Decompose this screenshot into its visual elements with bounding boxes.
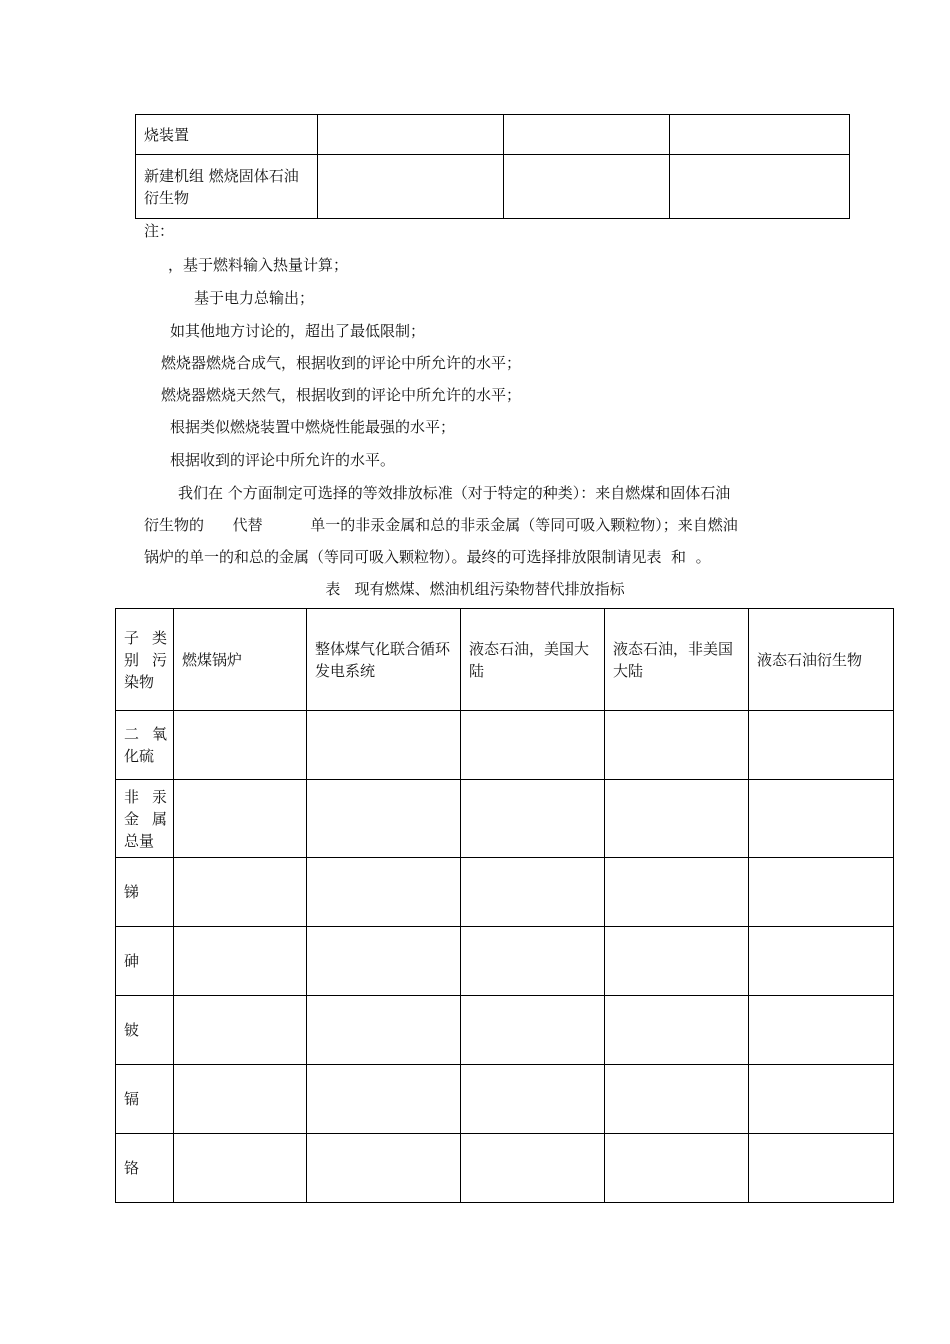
table-cell [605, 858, 749, 927]
corner-header: 子 类别 污 染物 [116, 609, 174, 711]
table-cell [307, 927, 461, 996]
note-item: 燃烧器燃烧合成气，根据收到的评论中所允许的水平； [161, 354, 522, 372]
table-cell [749, 996, 894, 1065]
table-row [116, 927, 894, 996]
paragraph-line: 我们在 个方面制定可选择的等效排放标准（对于特定的种类）：来自燃煤和固体石油 [178, 484, 731, 502]
table-cell [504, 115, 670, 155]
table-cell [749, 1134, 894, 1203]
table-row [116, 858, 894, 927]
paragraph-line: 锅炉的单一的和总的金属（等同可吸入颗粒物）。最终的可选择排放限制请见表 和 。 [144, 548, 711, 566]
row-label: 锑 [116, 858, 174, 927]
table-cell [307, 1134, 461, 1203]
table-cell [749, 858, 894, 927]
note-item: ，基于燃料输入热量计算； [168, 256, 349, 274]
table-header-row [116, 609, 894, 711]
row-label: 镉 [116, 1065, 174, 1134]
paragraph-line: 衍生物的 代替 单一的非汞金属和总的非汞金属（等同可吸入颗粒物）；来自燃油 [144, 516, 738, 534]
table-row [136, 115, 850, 155]
table-cell [174, 780, 307, 858]
table-caption: 表 现有燃煤、燃油机组污染物替代排放指标 [325, 580, 625, 598]
note-item: 根据收到的评论中所允许的水平。 [170, 451, 396, 469]
note-item: 燃烧器燃烧天然气，根据收到的评论中所允许的水平； [161, 386, 522, 404]
table-cell [605, 927, 749, 996]
row-label: 二 氧化硫 [116, 711, 174, 780]
table-cell [461, 996, 605, 1065]
table-cell [174, 927, 307, 996]
table-row [136, 155, 850, 219]
table-cell [174, 858, 307, 927]
column-header: 整体煤气化联合循环发电系统 [307, 609, 461, 711]
table-cell [504, 155, 670, 219]
column-header: 液态石油衍生物 [749, 609, 894, 711]
table-cell [605, 1065, 749, 1134]
table-cell [174, 996, 307, 1065]
table-cell [461, 858, 605, 927]
table-cell [174, 711, 307, 780]
table-cell [174, 1134, 307, 1203]
table-cell [461, 780, 605, 858]
table-cell [605, 711, 749, 780]
table-row [116, 1065, 894, 1134]
table-cell [307, 711, 461, 780]
table-cell [461, 1134, 605, 1203]
table-cell [605, 996, 749, 1065]
note-item: 根据类似燃烧装置中燃烧性能最强的水平； [170, 418, 456, 436]
table-cell [461, 711, 605, 780]
table-row [116, 711, 894, 780]
row-label: 新建机组 燃烧固体石油衍生物 [136, 155, 318, 219]
note-item: 基于电力总输出； [194, 289, 315, 307]
table-cell [307, 858, 461, 927]
table-cell [749, 927, 894, 996]
emission-table [115, 608, 894, 1203]
table-cell [670, 155, 850, 219]
note-item: 如其他地方讨论的，超出了最低限制； [170, 322, 426, 340]
table-cell [307, 1065, 461, 1134]
table-cell [749, 780, 894, 858]
top-table [135, 114, 850, 219]
column-header: 液态石油，美国大陆 [461, 609, 605, 711]
table-cell [670, 115, 850, 155]
column-header: 液态石油，非美国大陆 [605, 609, 749, 711]
table-row [116, 1134, 894, 1203]
table-row [116, 996, 894, 1065]
row-label: 铍 [116, 996, 174, 1065]
table-cell [605, 1134, 749, 1203]
table-cell [461, 1065, 605, 1134]
table-cell [307, 780, 461, 858]
column-header: 燃煤锅炉 [174, 609, 307, 711]
table-cell [749, 711, 894, 780]
row-label: 非 汞金 属总量 [116, 780, 174, 858]
row-label: 铬 [116, 1134, 174, 1203]
table-cell [307, 996, 461, 1065]
table-cell [318, 115, 504, 155]
table-cell [318, 155, 504, 219]
row-label: 砷 [116, 927, 174, 996]
table-row [116, 780, 894, 858]
table-cell [461, 927, 605, 996]
table-cell [174, 1065, 307, 1134]
table-cell [605, 780, 749, 858]
notes-title: 注： [144, 222, 175, 240]
row-label: 烧装置 [136, 115, 318, 155]
table-cell [749, 1065, 894, 1134]
